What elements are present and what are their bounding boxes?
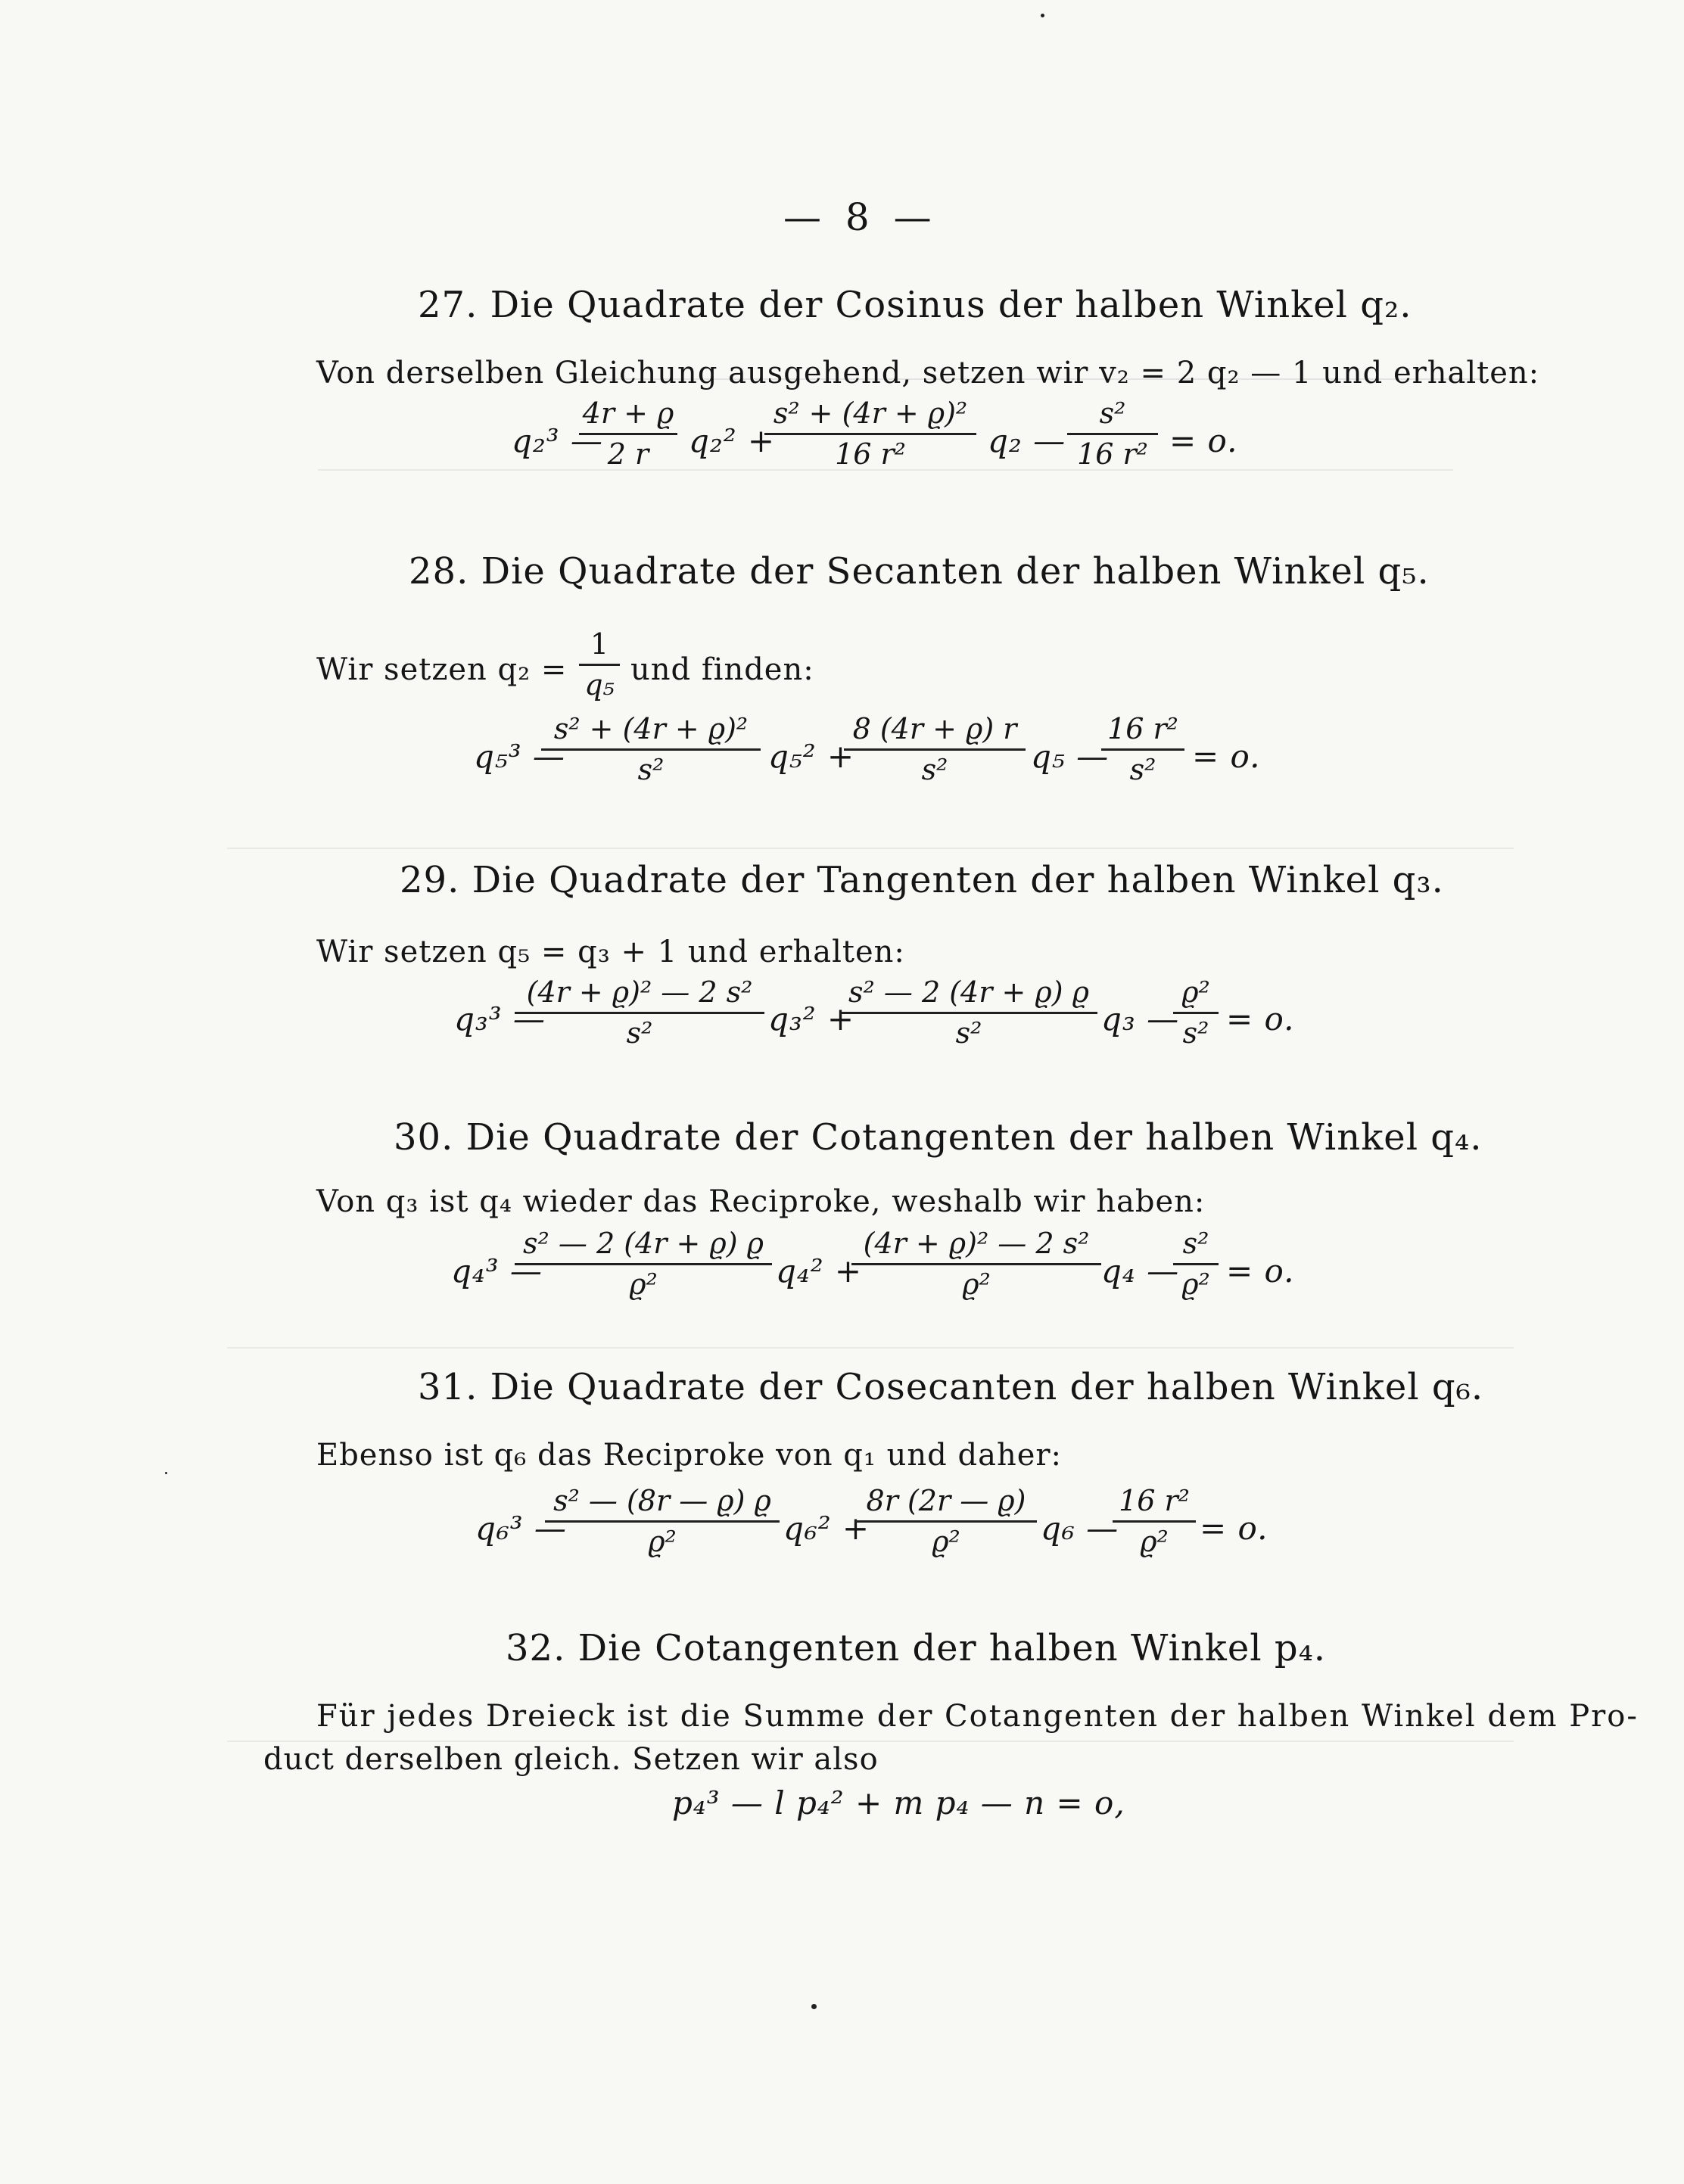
equation-term: = o. [1200, 1510, 1268, 1547]
scan-speck [165, 1472, 167, 1474]
fraction [579, 628, 620, 702]
fraction [855, 1485, 1037, 1558]
equation-term: q₄³ — [451, 1252, 543, 1290]
fraction-bar [545, 1520, 780, 1523]
fraction-numerator: (4r + ϱ)² — 2 s² [526, 975, 753, 1009]
fraction [1067, 397, 1158, 471]
fraction-bar [844, 748, 1026, 751]
fraction [764, 397, 976, 471]
equation-term: q₄² + [776, 1252, 863, 1290]
page-number: — 8 — [783, 195, 938, 239]
equation-term: q₃ — [1101, 1000, 1180, 1038]
fraction-bar [579, 433, 677, 435]
fraction-numerator: s² + (4r + ϱ)² [553, 712, 749, 745]
section-heading: 31. Die Quadrate der Cosecanten der halben Winkel q₆. [418, 1366, 1484, 1408]
fraction-numerator: s² + (4r + ϱ)² [773, 397, 968, 430]
fraction-numerator: 8r (2r — ϱ) [866, 1484, 1026, 1517]
fraction-numerator: 16 r² [1107, 712, 1178, 745]
fraction-bar [1067, 433, 1158, 435]
equation-term: q₆ — [1041, 1510, 1119, 1547]
fraction-denominator: s² [955, 1016, 982, 1050]
section-heading: 30. Die Quadrate der Cotangenten der halben Winkel q₄. [394, 1116, 1483, 1159]
equation-term: q₂ — [988, 422, 1066, 459]
fraction-denominator: s² [921, 752, 948, 786]
fraction [515, 1227, 772, 1301]
paragraph-line: duct derselben gleich. Setzen wir also [263, 1742, 879, 1777]
fraction [851, 1227, 1101, 1301]
fraction-denominator: s² [637, 752, 665, 786]
fraction-denominator: ϱ² [1140, 1524, 1169, 1558]
fraction [579, 397, 677, 471]
equation-term: q₂² + [689, 422, 776, 459]
fraction-numerator: s² [1182, 1227, 1209, 1260]
fraction-denominator: 16 r² [1077, 437, 1148, 471]
fraction-denominator: ϱ² [1181, 1267, 1210, 1301]
fraction [541, 713, 761, 786]
fraction-denominator: ϱ² [648, 1524, 677, 1558]
fraction [844, 713, 1026, 786]
section-heading: 27. Die Quadrate der Cosinus der halben Winkel q₂. [418, 284, 1412, 326]
equation-term: q₆² + [783, 1510, 870, 1547]
paragraph-line: Für jedes Dreieck ist die Summe der Cotangenten der halben Winkel dem Pro- [316, 1699, 1639, 1734]
equation-term: q₃³ — [454, 1000, 546, 1038]
equation-term: q₃² + [768, 1000, 855, 1038]
equation-term: = o. [1169, 422, 1238, 459]
section-intro: Wir setzen q₂ = [316, 652, 568, 687]
fraction-bar [1113, 1520, 1196, 1523]
fraction-numerator: 16 r² [1119, 1484, 1190, 1517]
section-intro: und finden: [630, 652, 814, 687]
equation-term: = o. [1192, 738, 1261, 775]
section-intro: Von derselben Gleichung ausgehend, setzen wir v₂ = 2 q₂ — 1 und erhalten: [316, 356, 1540, 390]
fraction-numerator: (4r + ϱ)² — 2 s² [863, 1227, 1090, 1260]
bleed-through-shadow [318, 469, 1453, 501]
fraction-bar [541, 748, 761, 751]
fraction-denominator: s² [1182, 1016, 1209, 1050]
fraction [840, 976, 1097, 1050]
fraction-denominator: ϱ² [932, 1524, 960, 1558]
fraction-numerator: 1 [590, 627, 609, 661]
fraction-bar [1101, 748, 1184, 751]
fraction-denominator: q₅ [584, 667, 615, 702]
section-intro: Ebenso ist q₆ das Reciproke von q₁ und daher: [316, 1438, 1062, 1473]
fraction-bar [840, 1012, 1097, 1014]
fraction-bar [1173, 1263, 1219, 1265]
equation-term: q₅ — [1031, 738, 1110, 775]
section-intro: Wir setzen q₅ = q₃ + 1 und erhalten: [316, 935, 905, 969]
fraction-numerator: s² — 2 (4r + ϱ) ϱ [848, 975, 1089, 1009]
equation-term: = o. [1226, 1000, 1295, 1038]
equation-term: q₂³ — [512, 422, 603, 459]
fraction-bar [1173, 1012, 1219, 1014]
section-intro: Von q₃ ist q₄ wieder das Reciproke, weshalb wir haben: [316, 1184, 1206, 1219]
fraction [545, 1485, 780, 1558]
equation-term: q₅² + [768, 738, 855, 775]
scan-speck [811, 2004, 817, 2009]
fraction-bar [579, 664, 620, 666]
section-heading: 32. Die Cotangenten der halben Winkel p₄. [506, 1627, 1327, 1669]
fraction-bar [515, 1012, 764, 1014]
fraction-denominator: ϱ² [629, 1267, 658, 1301]
equation-term: q₄ — [1101, 1252, 1180, 1290]
fraction-bar [851, 1263, 1101, 1265]
scan-speck [1041, 14, 1044, 17]
fraction [1113, 1485, 1196, 1558]
fraction-numerator: s² — 2 (4r + ϱ) ϱ [523, 1227, 764, 1260]
equation-term: = o. [1226, 1252, 1295, 1290]
fraction [1173, 1227, 1219, 1301]
fraction-numerator: 4r + ϱ [582, 397, 674, 430]
equation-term: q₅³ — [474, 738, 565, 775]
fraction-denominator: s² [1129, 752, 1156, 786]
fraction-numerator: 8 (4r + ϱ) r [852, 712, 1017, 745]
fraction-bar [764, 433, 976, 435]
fraction-denominator: 16 r² [835, 437, 906, 471]
fraction [1101, 713, 1184, 786]
fraction-denominator: ϱ² [962, 1267, 991, 1301]
fraction [1173, 976, 1219, 1050]
section-heading: 29. Die Quadrate der Tangenten der halben Winkel q₃. [400, 859, 1444, 901]
fraction-denominator: 2 r [607, 437, 649, 471]
fraction-numerator: ϱ² [1181, 975, 1210, 1009]
fraction-numerator: s² [1099, 397, 1126, 430]
fraction-numerator: s² — (8r — ϱ) ϱ [553, 1484, 771, 1517]
equation: p₄³ — l p₄² + m p₄ — n = o, [672, 1784, 1125, 1822]
fraction-bar [515, 1263, 772, 1265]
section-heading: 28. Die Quadrate der Secanten der halben Winkel q₅. [409, 550, 1430, 593]
equation-term: q₆³ — [475, 1510, 567, 1547]
fraction [515, 976, 764, 1050]
fraction-denominator: s² [626, 1016, 653, 1050]
fraction-bar [855, 1520, 1037, 1523]
